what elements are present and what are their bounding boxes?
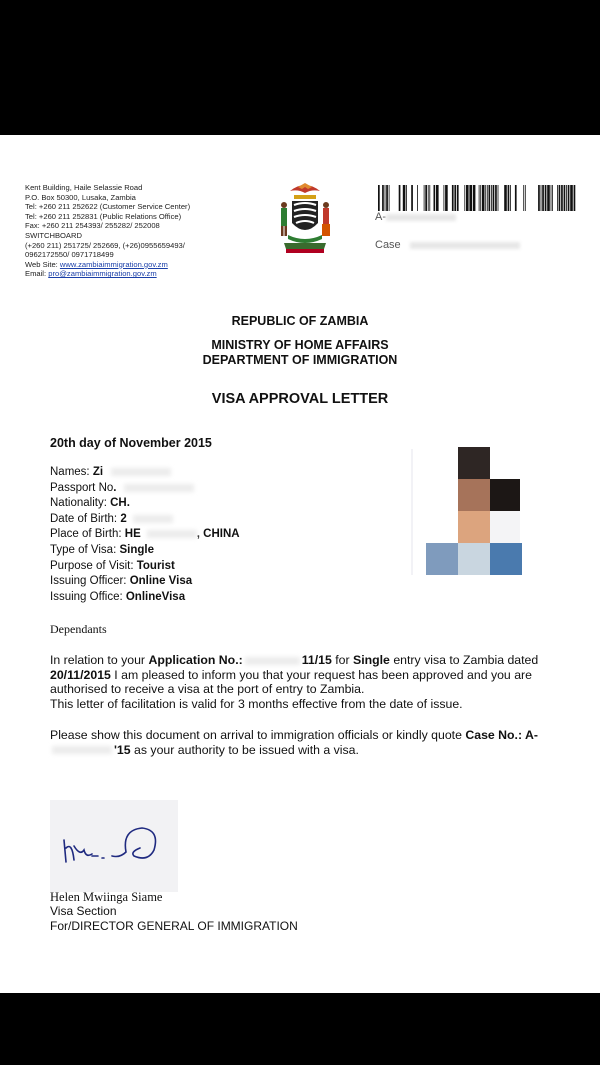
redacted-application-no: [245, 657, 300, 665]
website-line: Web Site: www.zambiaimmigration.gov.zm: [25, 259, 168, 269]
field-row: Place of Birth: HE , CHINA: [50, 528, 240, 541]
ministry-heading: MINISTRY OF HOME AFFAIRS: [211, 338, 389, 352]
address-line: Tel: +260 211 252622 (Customer Service Center): [25, 202, 191, 212]
barcode-icon: [378, 185, 578, 211]
field-row: Date of Birth: 2: [50, 512, 240, 528]
dependants-label: Dependants: [50, 622, 107, 636]
field-row: Nationality: CH.: [50, 497, 130, 510]
field-row: Names: Zi: [50, 465, 240, 481]
field-row: Passport No.: [50, 481, 240, 497]
address-line: SWITCHBOARD: [25, 230, 82, 240]
case-reference: Case: [375, 239, 520, 251]
country-heading: REPUBLIC OF ZAMBIA: [231, 314, 369, 328]
redacted-case: [410, 242, 520, 249]
email-line: Email: pro@zambiaimmigration.gov.zm: [25, 269, 157, 279]
instruction-paragraph: Please show this document on arrival to immigration officials or kindly quote Case No.: A-'15 as your authority to be issued with a visa.: [50, 728, 538, 757]
signer-section: Visa Section: [50, 904, 117, 919]
email-link[interactable]: pro@zambiaimmigration.gov.zm: [48, 269, 157, 279]
signer-block: [50, 890, 298, 933]
validity-paragraph: This letter of facilitation is valid for 3 months effective from the date of issue.: [50, 697, 463, 711]
website-link[interactable]: www.zambiaimmigration.gov.zm: [59, 259, 168, 269]
coat-of-arms-icon: [272, 181, 338, 255]
approval-paragraph: In relation to your Application No.: 11/15 for Single entry visa to Zambia dated 20/11/2015 I am pleased to inform you that your request has been approved and you are authorised to receive a visa at the port of entry to Zambia.: [50, 653, 539, 697]
reference-number: A-: [375, 211, 456, 223]
redacted-ref: [386, 214, 456, 221]
address-line: Fax: +260 211 254393/ 255282/ 252008: [25, 221, 160, 231]
address-line: P.O. Box 50300, Lusaka, Zambia: [25, 192, 136, 202]
field-row: Issuing Office: OnlineVisa: [50, 590, 186, 603]
applicant-details: [50, 465, 240, 605]
redacted-case-no: [52, 746, 112, 754]
department-heading: DEPARTMENT OF IMMIGRATION: [202, 353, 398, 367]
signer-title: For/DIRECTOR GENERAL OF IMMIGRATION: [50, 918, 298, 933]
signer-name: Helen Mwiinga Siame: [50, 890, 163, 904]
letter-page: [0, 135, 600, 993]
field-row: Type of Visa: Single: [50, 543, 154, 556]
field-row: Issuing Officer: Online Visa: [50, 575, 193, 588]
signature-area: [50, 800, 178, 892]
address-line: 0962172550/ 0971718499: [25, 250, 114, 260]
letter-title: VISA APPROVAL LETTER: [211, 391, 389, 407]
address-line: Tel: +260 211 252831 (Public Relations Office): [25, 211, 182, 221]
address-line: (+260 211) 251725/ 252669, (+26)0955659493/: [25, 240, 185, 250]
applicant-photo: [410, 447, 526, 575]
contact-block: [25, 183, 255, 279]
signature-icon: [50, 800, 178, 892]
field-row: Purpose of Visit: Tourist: [50, 559, 175, 572]
address-line: Kent Building, Haile Selassie Road: [25, 183, 143, 192]
letter-date: 20th day of November 2015: [50, 436, 212, 450]
